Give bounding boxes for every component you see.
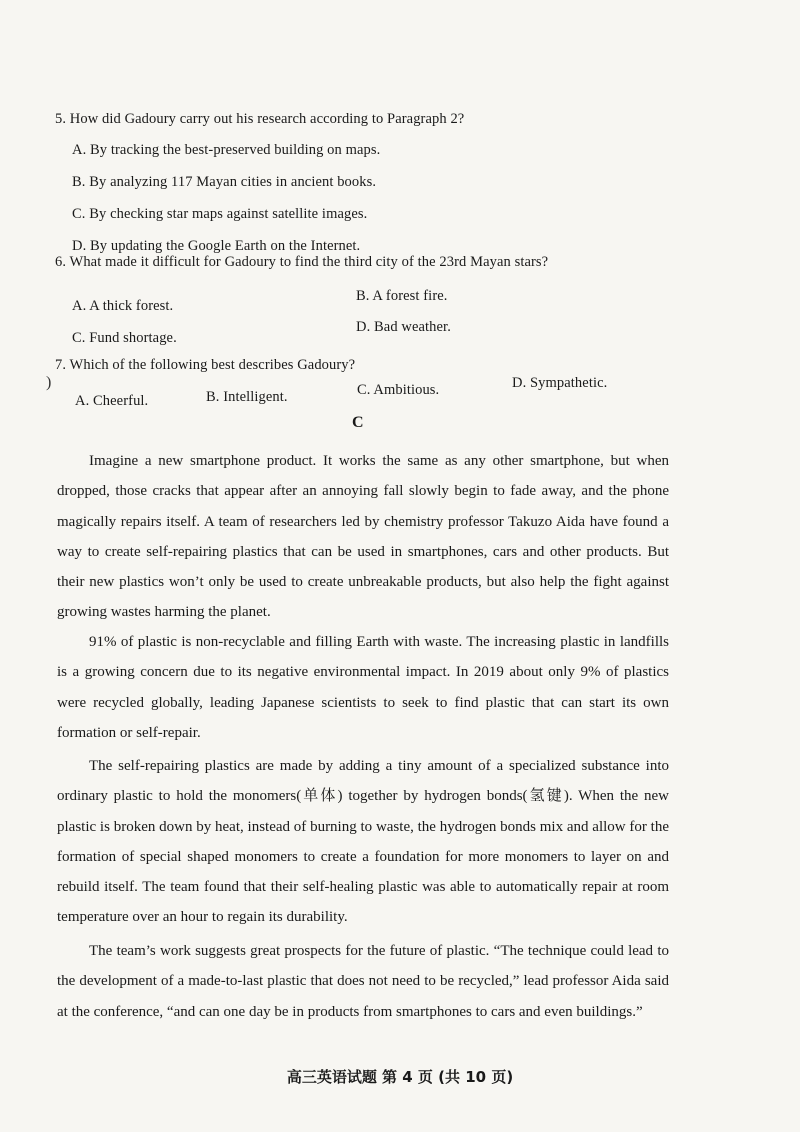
question-7-option-c: C. Ambitious. [357,382,440,398]
question-7-option-b: B. Intelligent. [206,389,288,405]
margin-mark: ) [46,374,52,391]
page-footer: 高三英语试题 第 4 页 (共 10 页) [286,1068,514,1086]
passage-paragraph-3 [57,751,669,933]
question-6-option-c: C. Fund shortage. [72,330,177,346]
passage-paragraph-2 [57,627,669,748]
passage-paragraph-1 [57,446,669,628]
question-5-option-b: B. By analyzing 117 Mayan cities in ancient books. [72,174,377,190]
paragraph-text: The self-repairing plastics are made by adding a tiny amount of a specialized substance into ordinary plastic to hold the monomers(单体) together by hydrogen bonds(氢键). When the new plastic is broken down by heat, instead of burning to waste, the hydrogen bonds mix and allow for the formation of special shaped monomers to create a foundation for more monomers to layer on and rebuild itself. The team found that their self-healing plastic was able to automatically repair at room temperature over an hour to regain its durability. [57,758,669,926]
question-7-option-d: D. Sympathetic. [512,375,608,391]
section-heading: C [352,414,364,431]
question-6-option-b: B. A forest fire. [356,288,448,304]
paragraph-text: 91% of plastic is non-recyclable and filling Earth with waste. The increasing plastic in landfills is a growing concern due to its negative environmental impact. In 2019 about only 9% of plastics were recycled globally, leading Japanese scientists to seek to find plastic that can start its own formation or self-repair. [57,634,669,741]
question-6-option-a: A. A thick forest. [72,298,174,314]
paragraph-text: Imagine a new smartphone product. It works the same as any other smartphone, but when dropped, those cracks that appear after an annoying fall slowly begin to fade away, and the phone magically repairs itself. A team of researchers led by chemistry professor Takuzo Aida have found a way to create self-repairing plastics that can be used in smartphones, cars and other products. But their new plastics won’t only be used to create unbreakable products, but also help the fight against growing wastes harming the planet. [57,453,669,621]
question-5-option-a: A. By tracking the best-preserved building on maps. [72,142,381,158]
question-5-stem: 5. How did Gadoury carry out his research according to Paragraph 2? [55,111,465,127]
question-6-option-d: D. Bad weather. [356,319,451,335]
passage-paragraph-4 [57,936,669,1027]
question-6-stem: 6. What made it difficult for Gadoury to find the third city of the 23rd Mayan stars? [55,254,549,270]
question-7-stem: 7. Which of the following best describes Gadoury? [55,357,356,373]
question-5-option-c: C. By checking star maps against satellite images. [72,206,368,222]
paragraph-text: The team’s work suggests great prospects for the future of plastic. “The technique could lead to the development of a made-to-last plastic that does not need to be recycled,” lead professor Aida said at the conference, “and can one day be in products from smartphones to cars and even buildings.” [57,943,669,1020]
question-5-option-d: D. By updating the Google Earth on the Internet. [72,238,361,254]
question-7-option-a: A. Cheerful. [75,393,149,409]
